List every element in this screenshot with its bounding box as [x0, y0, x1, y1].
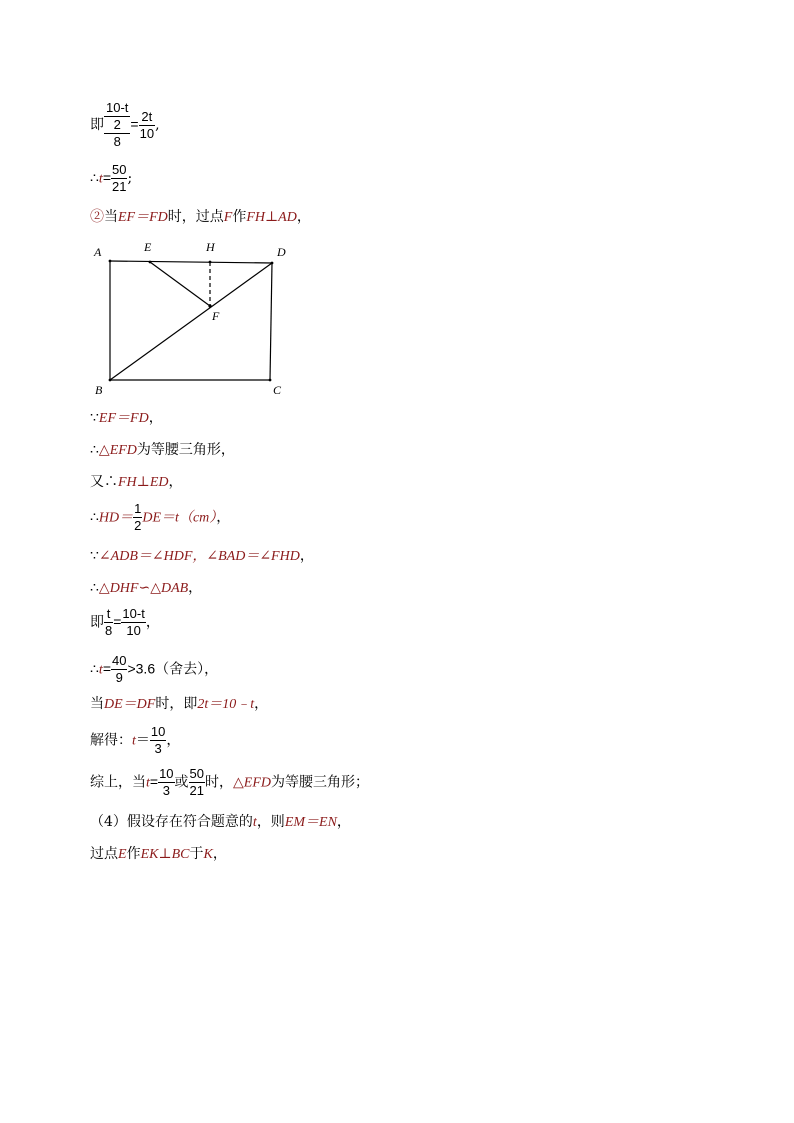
prefix: 解得：	[90, 732, 132, 749]
fraction-40-9	[111, 653, 127, 686]
label-a: A	[94, 245, 102, 259]
rhs-denominator: 10	[139, 125, 155, 141]
label-d: D	[277, 245, 286, 259]
comma: ，	[296, 209, 311, 225]
step-line-9	[90, 579, 202, 598]
equation-line-2	[90, 162, 132, 195]
comma: ，	[188, 580, 203, 596]
var-t: t	[146, 775, 150, 791]
perp-expr: FH⊥AD	[246, 210, 297, 225]
step-line-8	[90, 547, 314, 566]
numerator: 40	[112, 653, 127, 668]
case-2-heading	[90, 208, 311, 227]
equation: 2t＝10﹣t	[197, 697, 255, 712]
step-line-7	[90, 501, 230, 534]
numerator: 50	[112, 162, 127, 177]
triangle-expr: △EFD	[98, 443, 137, 458]
comma: ，	[216, 509, 231, 526]
label-e: E	[144, 240, 152, 254]
fraction-50-21	[189, 766, 205, 799]
comma: ，	[212, 846, 227, 862]
point-a-dot	[109, 260, 112, 263]
label-h: H	[206, 240, 215, 254]
because-symbol: ∵	[90, 548, 99, 564]
fraction-10-3	[150, 724, 166, 757]
edge-ad	[110, 261, 272, 263]
comma: ，	[254, 696, 269, 712]
comma: ，	[148, 410, 163, 426]
point-k: K	[203, 847, 213, 862]
word-zuo: 作	[126, 846, 141, 862]
text2: ，则	[256, 814, 285, 830]
numerator: 10	[150, 724, 166, 739]
semicolon: ;	[127, 170, 133, 187]
step-line-16	[90, 845, 227, 864]
figure-lines	[110, 261, 272, 380]
numerator: 10-t	[122, 606, 145, 621]
prefix-ji: 即	[90, 117, 104, 133]
step-line-11	[90, 653, 218, 686]
segment-ef	[150, 262, 210, 306]
step-line-13	[90, 724, 180, 757]
therefore-symbol: ∴	[90, 170, 99, 187]
therefore-symbol: ∴	[90, 661, 99, 678]
text: 为等腰三角形，	[136, 442, 235, 458]
equation: EM＝EN	[284, 815, 337, 830]
word-yu: 于	[189, 846, 204, 862]
text-mid: 时，过点	[167, 209, 224, 225]
comparison: >3.6	[127, 660, 156, 677]
perp-expr: FH⊥ED	[118, 475, 169, 490]
therefore-symbol: ∴	[90, 442, 99, 458]
condition: EF＝FD	[118, 210, 168, 225]
geometry-figure	[88, 236, 298, 400]
lhs: HD＝	[98, 510, 134, 526]
perp-expr: EK⊥BC	[140, 847, 190, 862]
text1: 过点	[90, 846, 118, 862]
inner-denominator: 2	[113, 117, 121, 132]
point-c-dot	[269, 379, 272, 382]
text-mid: 时，	[205, 774, 234, 791]
step-line-12	[90, 695, 268, 714]
outer-denominator: 8	[113, 134, 121, 149]
numerator: 50	[189, 766, 205, 781]
comma: ，	[204, 661, 219, 678]
fraction-half	[133, 501, 142, 534]
fraction-10-3	[158, 766, 174, 799]
point-d-dot	[271, 262, 274, 265]
part-4-heading	[90, 813, 351, 832]
rhs-fraction	[139, 109, 155, 142]
comma: ，	[145, 614, 160, 631]
rhs: DE＝t（cm）	[142, 510, 217, 526]
numerator: 1	[134, 501, 142, 516]
circled-2: ②	[90, 209, 104, 225]
word-or: 或	[174, 774, 189, 791]
conclusion-line	[90, 766, 369, 799]
comma: ,	[155, 117, 160, 133]
similar-expr: △DHF∽△DAB	[98, 581, 189, 596]
denominator: 10	[126, 623, 141, 638]
var-t: t	[252, 815, 257, 830]
denominator: 3	[162, 783, 170, 798]
denominator: 9	[115, 670, 123, 685]
point-e: E	[118, 847, 127, 862]
equation-line-1	[90, 100, 160, 150]
denominator: 2	[134, 518, 142, 533]
fraction-t-8	[104, 606, 113, 639]
label-f: F	[212, 309, 220, 323]
point-f: F	[223, 210, 233, 225]
prefix: 综上，当	[90, 774, 146, 791]
prefix: 又∴	[90, 474, 118, 490]
label-c: C	[273, 383, 282, 397]
var-t: t	[98, 662, 103, 678]
expr: EF＝FD	[98, 411, 149, 426]
text-mid: 时，即	[155, 696, 198, 712]
var-t: t	[132, 733, 136, 749]
point-f-dot	[208, 304, 211, 307]
triangle-expr: △EFD	[233, 775, 271, 791]
step-line-4	[90, 409, 163, 428]
word-dang: 当	[104, 209, 118, 225]
denominator: 21	[189, 783, 205, 798]
step-line-5	[90, 441, 235, 460]
equals: =	[102, 169, 111, 186]
numerator: t	[104, 606, 113, 623]
fraction-10mt-10	[121, 606, 145, 639]
denominator: 3	[154, 741, 162, 756]
because-symbol: ∵	[90, 410, 99, 426]
text1: （4）假设存在符合题意的	[90, 814, 253, 830]
denominator: 8	[105, 623, 113, 638]
nested-fraction	[104, 100, 130, 150]
step-line-10	[90, 606, 160, 639]
equals: =	[113, 613, 122, 630]
label-b: B	[95, 383, 103, 397]
comma: ，	[168, 474, 183, 490]
point-b-dot	[109, 379, 112, 382]
word-zuo: 作	[232, 209, 247, 225]
numerator: 10	[159, 766, 174, 781]
equals: =	[102, 660, 111, 677]
step-line-6	[90, 473, 183, 492]
denominator: 21	[112, 179, 127, 194]
edge-dc	[270, 263, 272, 380]
equals: =	[130, 116, 139, 132]
discard-note: （舍去）	[155, 661, 205, 678]
therefore-symbol: ∴	[90, 580, 99, 596]
fraction-50-21	[111, 162, 127, 195]
word-dang: 当	[90, 696, 104, 712]
condition: DE＝DF	[104, 697, 156, 712]
point-h-dot	[209, 261, 212, 264]
angle-expr: ∠ADB＝∠HDF，∠BAD＝∠FHD	[98, 549, 300, 564]
comma: ，	[336, 814, 351, 830]
var-t: t	[98, 171, 103, 187]
comma: ，	[299, 548, 314, 564]
inner-numerator: 10-t	[106, 100, 129, 115]
rhs-numerator: 2t	[139, 109, 155, 126]
comma: ，	[166, 732, 181, 749]
therefore-symbol: ∴	[90, 509, 99, 526]
equals: ＝	[135, 731, 150, 748]
equals: =	[149, 773, 159, 790]
text: 为等腰三角形；	[271, 774, 369, 791]
prefix-ji: 即	[90, 614, 104, 631]
point-e-dot	[149, 261, 152, 264]
diagonal-bd	[110, 263, 272, 380]
